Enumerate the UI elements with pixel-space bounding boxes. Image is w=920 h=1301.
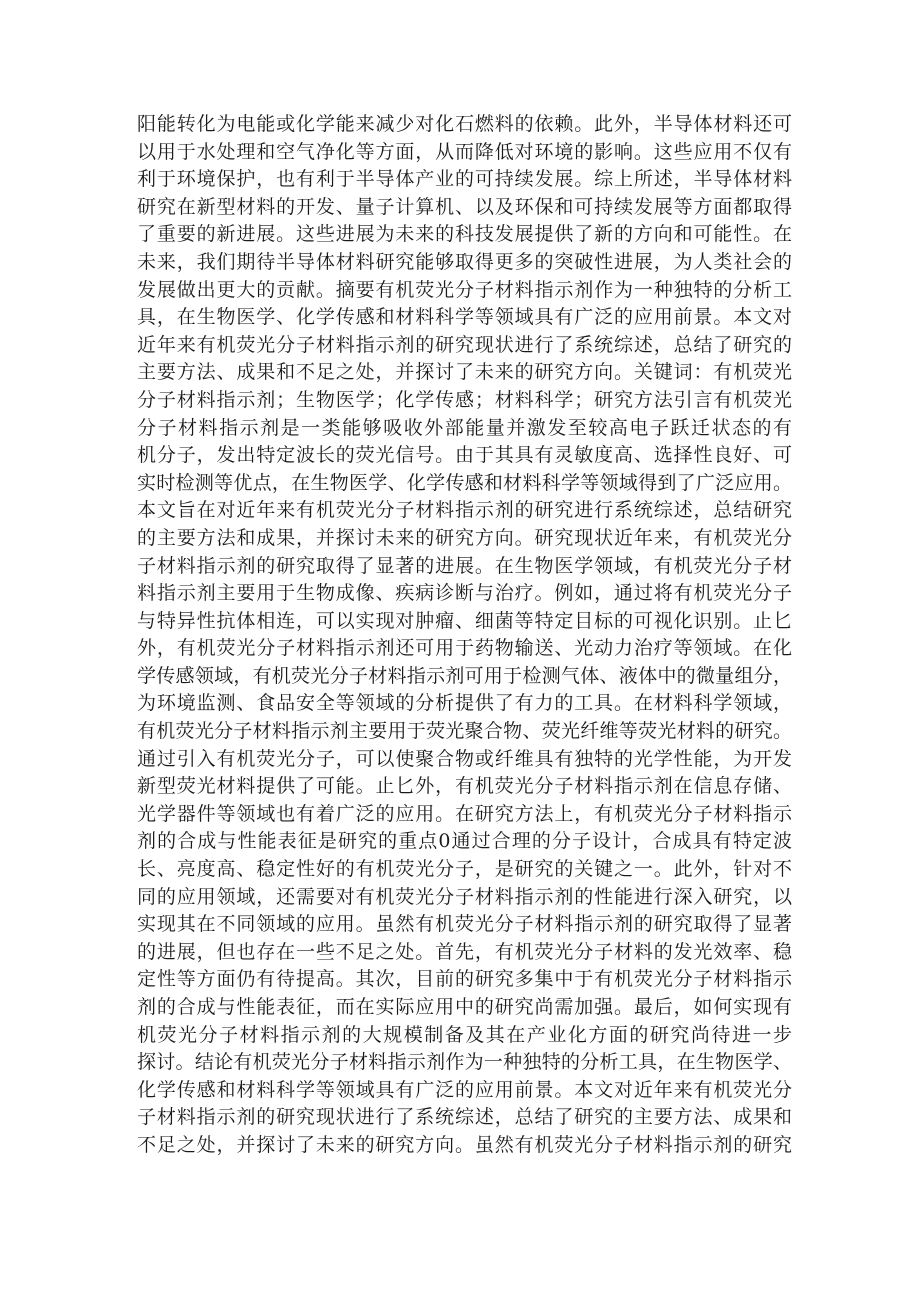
text-line: 机分子，发出特定波长的荧光信号。由于其具有灵敏度高、选择性良好、可 bbox=[137, 444, 792, 467]
text-line: 子材料指示剂的研究现状进行了系统综述，总结了研究的主要方法、成果和 bbox=[137, 1106, 792, 1129]
text-line: 光学器件等领域也有着广泛的应用。在研究方法上，有机荧光分子材料指示 bbox=[137, 802, 792, 825]
text-line: 分子材料指示剂；生物医学；化学传感；材料科学；研究方法引言有机荧光 bbox=[137, 388, 792, 411]
text-line: 探讨。结论有机荧光分子材料指示剂作为一种独特的分析工具，在生物医学、 bbox=[137, 1051, 792, 1074]
text-line: 研究在新型材料的开发、量子计算机、以及环保和可持续发展等方面都取得 bbox=[137, 195, 792, 218]
text-line: 不足之处，并探讨了未来的研究方向。虽然有机荧光分子材料指示剂的研究 bbox=[137, 1133, 792, 1156]
text-line: 的进展，但也存在一些不足之处。首先，有机荧光分子材料的发光效率、稳 bbox=[137, 940, 792, 963]
text-line: 了重要的新进展。这些进展为未来的科技发展提供了新的方向和可能性。在 bbox=[137, 223, 792, 246]
text-line: 通过引入有机荧光分子，可以使聚合物或纤维具有独特的光学性能，为开发 bbox=[137, 747, 792, 770]
text-line: 以用于水处理和空气净化等方面，从而降低对环境的影响。这些应用不仅有 bbox=[137, 140, 792, 163]
text-line: 化学传感和材料科学等领域具有广泛的应用前景。本文对近年来有机荧光分 bbox=[137, 1078, 792, 1101]
text-line: 定性等方面仍有待提高。其次，目前的研究多集中于有机荧光分子材料指示 bbox=[137, 968, 792, 991]
text-line: 学传感领域，有机荧光分子材料指示剂可用于检测气体、液体中的微量组分， bbox=[137, 664, 792, 687]
text-line: 长、亮度高、稳定性好的有机荧光分子，是研究的关键之一。此外，针对不 bbox=[137, 858, 792, 881]
text-line: 剂的合成与性能表征是研究的重点0通过合理的分子设计，合成具有特定波 bbox=[137, 830, 792, 853]
text-line: 同的应用领域，还需要对有机荧光分子材料指示剂的性能进行深入研究，以 bbox=[137, 885, 792, 908]
text-line: 具，在生物医学、化学传感和材料科学等领域具有广泛的应用前景。本文对 bbox=[137, 306, 792, 329]
text-line: 阳能转化为电能或化学能来减少对化石燃料的依赖。此外，半导体材料还可 bbox=[137, 113, 792, 135]
text-line: 料指示剂主要用于生物成像、疾病诊断与治疗。例如，通过将有机荧光分子 bbox=[137, 582, 792, 605]
text-line: 子材料指示剂的研究取得了显著的进展。在生物医学领域，有机荧光分子材 bbox=[137, 554, 792, 577]
text-line: 与特异性抗体相连，可以实现对肿瘤、细菌等特定目标的可视化识别。止匕 bbox=[137, 609, 792, 632]
text-line: 剂的合成与性能表征，而在实际应用中的研究尚需加强。最后，如何实现有 bbox=[137, 996, 792, 1018]
text-line: 发展做出更大的贡献。摘要有机荧光分子材料指示剂作为一种独特的分析工 bbox=[137, 278, 792, 301]
document-body bbox=[137, 111, 792, 1160]
text-line: 为环境监测、食品安全等领域的分析提供了有力的工具。在材料科学领域， bbox=[137, 692, 792, 715]
text-line: 有机荧光分子材料指示剂主要用于荧光聚合物、荧光纤维等荧光材料的研究。 bbox=[137, 720, 792, 743]
text-line: 新型荧光材料提供了可能。止匕外，有机荧光分子材料指示剂在信息存储、 bbox=[137, 775, 792, 798]
text-line: 未来，我们期待半导体材料研究能够取得更多的突破性进展，为人类社会的 bbox=[137, 250, 792, 273]
text-line: 近年来有机荧光分子材料指示剂的研究现状进行了系统综述，总结了研究的 bbox=[137, 333, 792, 356]
text-line: 实时检测等优点，在生物医学、化学传感和材料科学等领域得到了广泛应用。 bbox=[137, 471, 792, 494]
text-line: 实现其在不同领域的应用。虽然有机荧光分子材料指示剂的研究取得了显著 bbox=[137, 913, 792, 936]
text-line: 外，有机荧光分子材料指示剂还可用于药物输送、光动力治疗等领域。在化 bbox=[137, 637, 792, 660]
text-line: 利于环境保护，也有利于半导体产业的可持续发展。综上所述，半导体材料 bbox=[137, 168, 792, 191]
text-line: 本文旨在对近年来有机荧光分子材料指示剂的研究进行系统综述，总结研究 bbox=[137, 499, 792, 522]
text-line: 主要方法、成果和不足之处，并探讨了未来的研究方向。关键词：有机荧光 bbox=[137, 361, 792, 384]
text-line: 分子材料指示剂是一类能够吸收外部能量并激发至较高电子跃迁状态的有 bbox=[137, 416, 792, 439]
text-line: 的主要方法和成果，并探讨未来的研究方向。研究现状近年来，有机荧光分 bbox=[137, 526, 792, 549]
text-line: 机荧光分子材料指示剂的大规模制备及其在产业化方面的研究尚待进一步 bbox=[137, 1023, 792, 1046]
